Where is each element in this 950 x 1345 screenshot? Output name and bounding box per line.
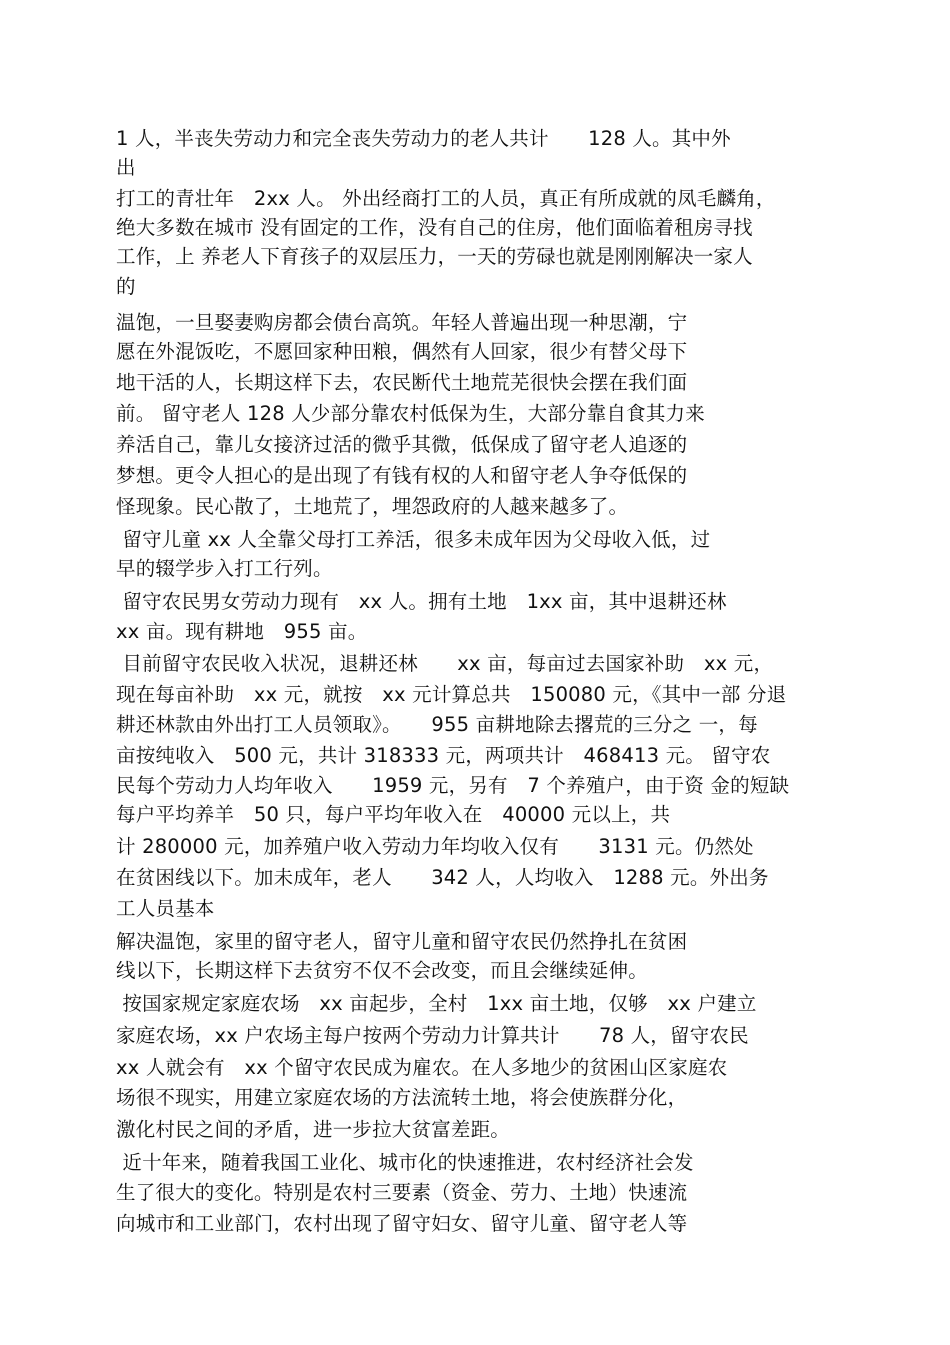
text-line: 怪现象。民心散了，土地荒了，埋怨政府的人越来越多了。 xyxy=(116,495,629,518)
text-line: xx 亩。现有耕地 955 亩。 xyxy=(116,620,368,643)
text-line: 近十年来，随着我国工业化、城市化的快速推进，农村经济社会发 xyxy=(116,1151,694,1174)
text-line: 场很不现实，用建立家庭农场的方法流转土地，将会使族群分化， xyxy=(116,1086,688,1109)
text-line: 线以下，长期这样下去贫穷不仅不会改变，而且会继续延伸。 xyxy=(116,959,648,982)
text-line: 家庭农场，xx 户农场主每户按两个劳动力计算共计 78 人，留守农民 xyxy=(116,1024,749,1047)
text-line: 留守儿童 xx 人全靠父母打工养活，很多未成年因为父母收入低，过 xyxy=(116,528,711,551)
text-line: 地干活的人，长期这样下去，农民断代土地荒芜很快会摆在我们面 xyxy=(116,371,688,394)
text-line: 梦想。更令人担心的是出现了有钱有权的人和留守老人争夺低保的 xyxy=(116,464,688,487)
text-line: 愿在外混饭吃，不愿回家种田粮，偶然有人回家，很少有替父母下 xyxy=(116,340,688,363)
text-line: 1 人，半丧失劳动力和完全丧失劳动力的老人共计 128 人。其中外 xyxy=(116,127,731,150)
text-line: 的 xyxy=(116,275,136,298)
text-line: 生了很大的变化。特别是农村三要素（资金、劳力、土地）快速流 xyxy=(116,1181,688,1204)
text-line: 解决温饱，家里的留守老人，留守儿童和留守农民仍然挣扎在贫困 xyxy=(116,930,688,953)
text-line: 计 280000 元，加养殖户收入劳动力年均收入仅有 3131 元。仍然处 xyxy=(116,835,754,858)
text-line: 耕还林款由外出打工人员领取》。 955 亩耕地除去撂荒的三分之 一，每 xyxy=(116,713,758,736)
text-line: 留守农民男女劳动力现有 xx 人。拥有土地 1xx 亩，其中退耕还林 xyxy=(116,590,727,613)
text-line: xx 人就会有 xx 个留守农民成为雇农。在人多地少的贫困山区家庭农 xyxy=(116,1056,728,1079)
text-line: 工作，上 养老人下育孩子的双层压力，一天的劳碌也就是刚刚解决一家人 xyxy=(116,245,753,268)
text-line: 目前留守农民收入状况，退耕还林 xx 亩，每亩过去国家补助 xx 元， xyxy=(116,652,774,675)
text-line: 早的辍学步入打工行列。 xyxy=(116,557,333,580)
text-line: 激化村民之间的矛盾，进一步拉大贫富差距。 xyxy=(116,1118,511,1141)
text-line: 出 xyxy=(116,156,136,179)
text-line: 民每个劳动力人均年收入 1959 元，另有 7 个养殖户，由于资 金的短缺 xyxy=(116,774,790,797)
text-line: 养活自己，靠儿女接济过活的微乎其微，低保成了留守老人追逐的 xyxy=(116,433,688,456)
text-line: 绝大多数在城市 没有固定的工作，没有自己的住房，他们面临着租房寻找 xyxy=(116,216,753,239)
text-line: 现在每亩补助 xx 元，就按 xx 元计算总共 150080 元，《其中一部 分退 xyxy=(116,683,787,706)
text-line: 亩按纯收入 500 元，共计 318333 元，两项共计 468413 元。 留守农 xyxy=(116,744,771,767)
text-line: 向城市和工业部门，农村出现了留守妇女、留守儿童、留守老人等 xyxy=(116,1212,688,1235)
text-line: 工人员基本 xyxy=(116,897,215,920)
text-line: 前。 留守老人 128 人少部分靠农村低保为生，大部分靠自食其力来 xyxy=(116,402,705,425)
text-line: 在贫困线以下。加未成年，老人 342 人，人均收入 1288 元。外出务 xyxy=(116,866,769,889)
text-line: 温饱，一旦娶妻购房都会债台高筑。年轻人普遍出现一种思潮，宁 xyxy=(116,311,688,334)
text-line: 打工的青壮年 2xx 人。 外出经商打工的人员，真正有所成就的凤毛麟角， xyxy=(116,187,776,210)
text-line: 每户平均养羊 50 只，每户平均年收入在 40000 元以上，共 xyxy=(116,803,671,826)
text-line: 按国家规定家庭农场 xx 亩起步，全村 1xx 亩土地，仅够 xx 户建立 xyxy=(116,992,757,1015)
